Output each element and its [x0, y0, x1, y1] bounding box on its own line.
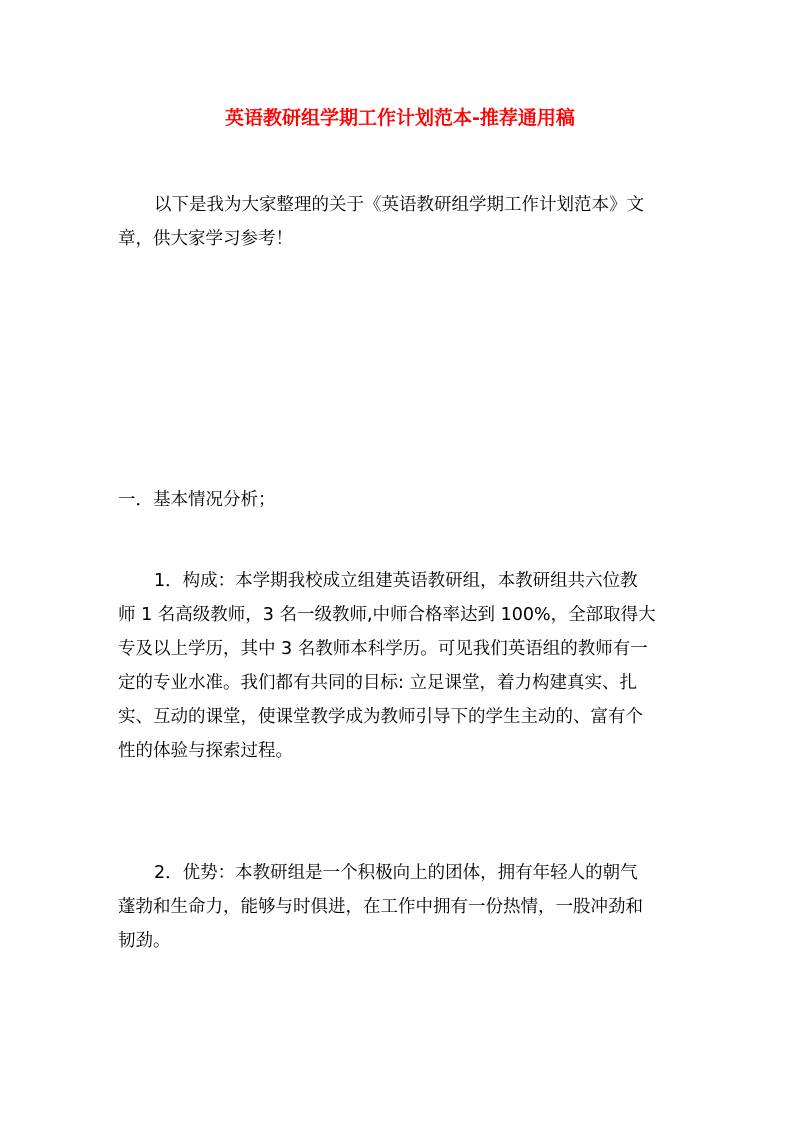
- intro-line: 章，供大家学习参考！: [118, 229, 293, 249]
- document-title: 英语教研组学期工作计划范本-推荐通用稿: [225, 107, 575, 129]
- section-heading: [118, 483, 690, 517]
- item-composition-paragraph: [118, 564, 690, 768]
- intro-paragraph: [118, 188, 690, 256]
- paragraph-line: 师 1 名高级教师，3 名一级教师,中师合格率达到 100%，全部取得大: [118, 605, 656, 625]
- paragraph-line: 定的专业水准。我们都有共同的目标: 立足课堂，着力构建真实、扎: [118, 673, 637, 693]
- item-advantage-paragraph: [118, 856, 690, 958]
- intro-line: 以下是我为大家整理的关于《英语教研组学期工作计划范本》文: [154, 195, 644, 215]
- section-heading-text: 一．基本情况分析；: [118, 490, 276, 510]
- paragraph-line: 韧劲。: [118, 931, 171, 951]
- paragraph-line: 2．优势：本教研组是一个积极向上的团体，拥有年轻人的朝气: [154, 863, 638, 883]
- paragraph-line: 专及以上学历，其中 3 名教师本科学历。可见我们英语组的教师有一: [118, 639, 648, 659]
- paragraph-line: 性的体验与探索过程。: [118, 741, 293, 761]
- paragraph-line: 实、互动的课堂，使课堂教学成为教师引导下的学生主动的、富有个: [118, 707, 643, 727]
- paragraph-line: 蓬勃和生命力，能够与时俱进，在工作中拥有一份热情，一股冲劲和: [118, 897, 643, 917]
- paragraph-line: 1．构成：本学期我校成立组建英语教研组，本教研组共六位教: [154, 571, 638, 591]
